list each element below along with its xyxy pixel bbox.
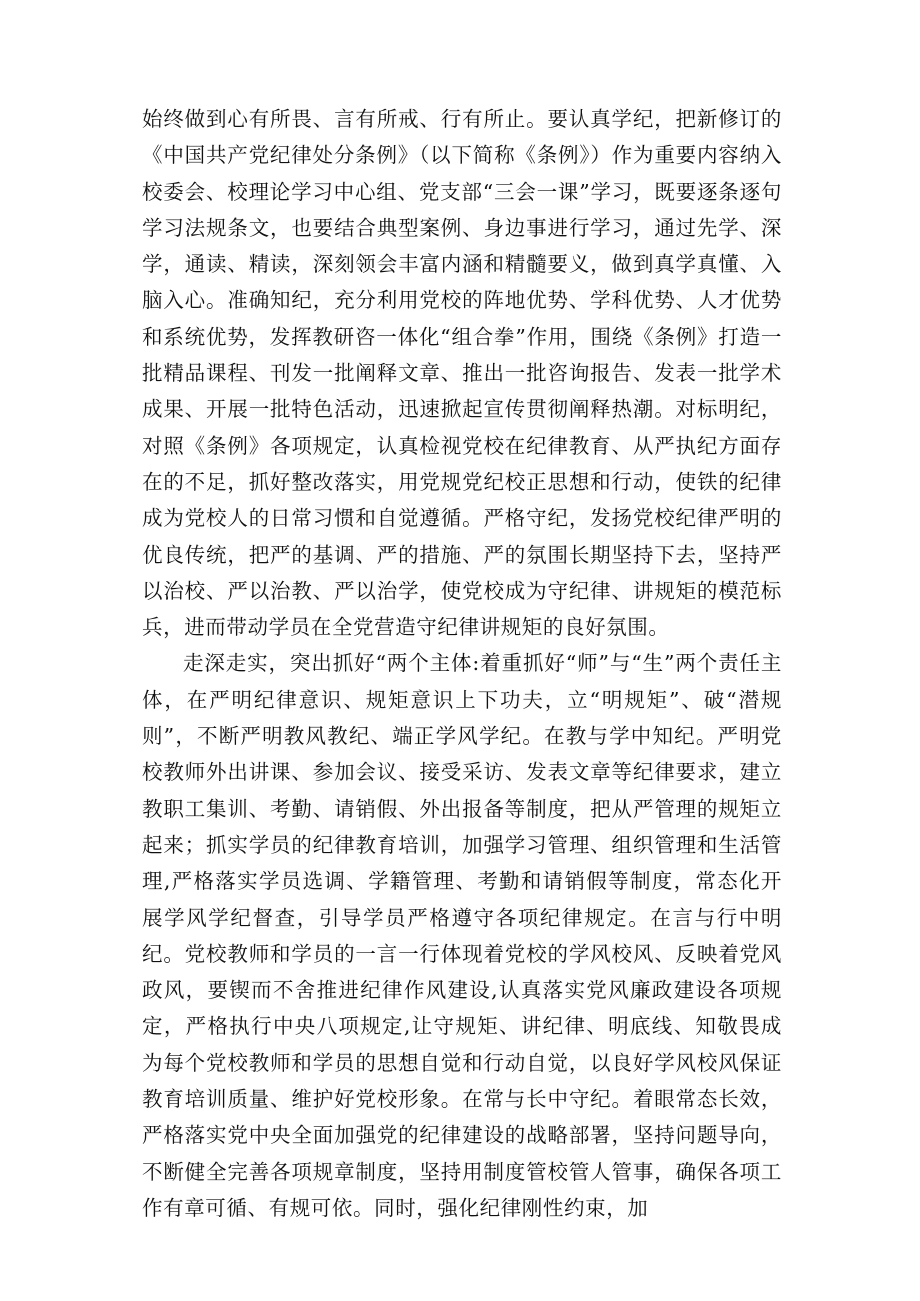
- body-paragraph-2: 走深走实，突出抓好“两个主体:着重抓好“师”与“生”两个责任主体，在严明纪律意识、规矩意识上下功夫，立“明规矩”、破“潜规则”，不断严明教风教纪、端正学风学纪。在教与学中知纪。严明党校教师外出讲课、参加会议、接受采访、发表文章等纪律要求，建立教职工集训、考勤、请销假、外出报备等制度，把从严管理的规矩立起来；抓实学员的纪律教育培训，加强学习管理、组织管理和生活管理,严格落实学员选调、学籍管理、考勤和请销假等制度，常态化开展学风学纪督查，引导学员严格遵守各项纪律规定。在言与行中明纪。党校教师和学员的一言一行体现着党校的学风校风、反映着党风政风，要锲而不舍推进纪律作风建设,认真落实党风廉政建设各项规定，严格执行中央八项规定,让守规矩、讲纪律、明底线、知敬畏成为每个党校教师和学员的思想自觉和行动自觉，以良好学风校风保证教育培训质量、维护好党校形象。在常与长中守纪。着眼常态长效，严格落实党中央全面加强党的纪律建设的战略部署，坚持问题导向，不断健全完善各项规章制度，坚持用制度管校管人管事，确保各项工作有章可循、有规可依。同时，强化纪律刚性约束，加: [142, 651, 782, 1220]
- body-paragraph-1: 始终做到心有所畏、言有所戒、行有所止。要认真学纪，把新修订的《中国共产党纪律处分条例》（以下简称《条例》）作为重要内容纳入校委会、校理论学习中心组、党支部“三会一课”学习，既要逐条逐句学习法规条文，也要结合典型案例、身边事进行学习，通过先学、深学，通读、精读，深刻领会丰富内涵和精髓要义，做到真学真懂、入脑入心。准确知纪，充分利用党校的阵地优势、学科优势、人才优势和系统优势，发挥教研咨一体化“组合拳”作用，围绕《条例》打造一批精品课程、刊发一批阐释文章、推出一批咨询报告、发表一批学术成果、开展一批特色活动，迅速掀起宣传贯彻阐释热潮。对标明纪，对照《条例》各项规定，认真检视党校在纪律教育、从严执纪方面存在的不足，抓好整改落实，用党规党纪校正思想和行动，使铁的纪律成为党校人的日常习惯和自觉遵循。严格守纪，发扬党校纪律严明的优良传统，把严的基调、严的措施、严的氛围长期坚持下去，坚持严以治校、严以治教、严以治学，使党校成为守纪律、讲规矩的模范标兵，进而带动学员在全党营造守纪律讲规矩的良好氛围。: [142, 107, 782, 640]
- document-page: [142, 101, 782, 1226]
